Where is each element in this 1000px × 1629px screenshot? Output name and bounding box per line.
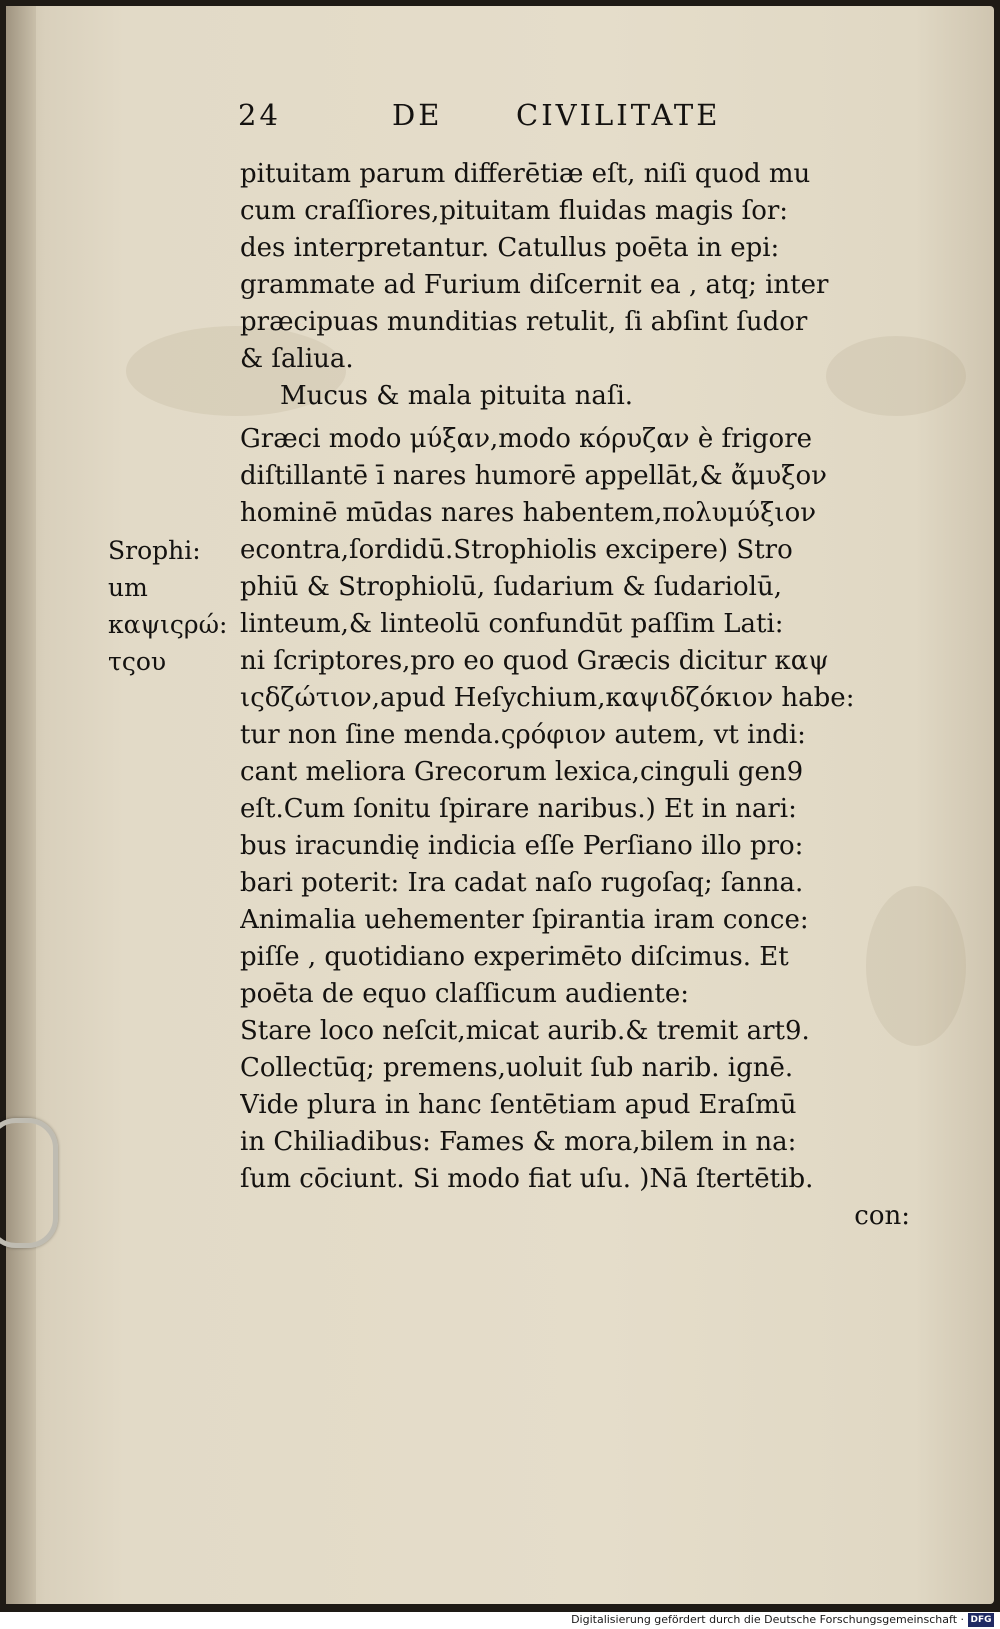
text-line: des interpretantur. Catullus poēta in epi: — [240, 233, 780, 263]
text-line: bus iracundię indicia eſſe Perſiano illo pro: — [240, 831, 804, 861]
text-line: Græci modo μύξαν,modo κόρυζαν è frigore — [240, 424, 813, 454]
marginal-note-line: Srophi: — [108, 536, 201, 565]
text-line: ſum cōciunt. Si modo fiat uſu. )Nā ſtertētib. — [240, 1164, 814, 1194]
text-line: Animalia uehementer ſpirantia iram conce: — [240, 905, 809, 935]
text-line: econtra,ſordidū.Strophiolis excipere) Stro — [240, 535, 793, 565]
verse-line: Collectūq; premens,uoluit ſub narib. ignē. — [240, 1053, 794, 1083]
paper-clip-icon — [0, 1118, 58, 1248]
text-line: eſt.Cum ſonitu ſpirare naribus.) Et in nari: — [240, 794, 797, 824]
marginal-note-line: καψιςρώ: — [108, 610, 228, 639]
text-line: bari poterit: Ira cadat naſo rugoſaq; ſanna. — [240, 868, 804, 898]
text-line: & ſaliua. — [240, 344, 354, 374]
text-line: linteum,& linteolū confundūt paſſim Lati: — [240, 609, 784, 639]
section-heading: Mucus & mala pituita naſi. — [280, 381, 634, 411]
text-line: in Chiliadibus: Fames & mora,bilem in na: — [240, 1127, 797, 1157]
running-head — [238, 98, 798, 138]
text-line: piſſe , quotidiano experimēto diſcimus. Et — [240, 942, 789, 972]
text-line: phiū & Strophiolū, ſudarium & ſudariolū, — [240, 572, 782, 602]
text-line: Vide plura in hanc ſentētiam apud Eraſmū — [240, 1090, 797, 1120]
catchword: con: — [854, 1201, 910, 1231]
page-number: 24 — [238, 98, 281, 132]
running-head-word-2: CIVILITATE — [516, 98, 721, 132]
text-line: poēta de equo claſſicum audiente: — [240, 979, 689, 1009]
marginal-note-line: τςου — [108, 647, 167, 676]
footer-bar — [0, 1612, 1000, 1629]
text-line: pituitam parum differētiæ eſt, niſi quod mu — [240, 159, 811, 189]
text-line: cant meliora Grecorum lexica,cinguli gen9 — [240, 757, 804, 787]
text-line: diſtillantē ī nares humorē appellāt,& ἄμυξον — [240, 461, 827, 491]
marginal-note-line: um — [108, 573, 148, 602]
body-text — [240, 156, 910, 1235]
text-line: ιςδζώτιον,apud Heſychium,καψιδζόκιον habe: — [240, 683, 855, 713]
funding-credit: Digitalisierung gefördert durch die Deutsche Forschungsgemeinschaft · — [571, 1613, 964, 1626]
text-line: tur non ſine menda.ςρόφιον autem, vt indi: — [240, 720, 806, 750]
text-line: cum craſſiores,pituitam fluidas magis ſor: — [240, 196, 789, 226]
verse-line: Stare loco neſcit,micat aurib.& tremit art9. — [240, 1016, 810, 1046]
dfg-logo-icon: DFG — [968, 1613, 994, 1627]
marginal-note — [108, 532, 238, 680]
page-gutter — [6, 6, 36, 1604]
text-line: hominē mūdas nares habentem,πολυμύξιον — [240, 498, 817, 528]
running-head-word-1: DE — [392, 98, 443, 132]
text-line: grammate ad Furium diſcernit ea , atq; inter — [240, 270, 829, 300]
text-line: ni ſcriptores,pro eo quod Græcis dicitur καψ — [240, 646, 829, 676]
text-line: præcipuas munditias retulit, ſi abſint ſudor — [240, 307, 808, 337]
